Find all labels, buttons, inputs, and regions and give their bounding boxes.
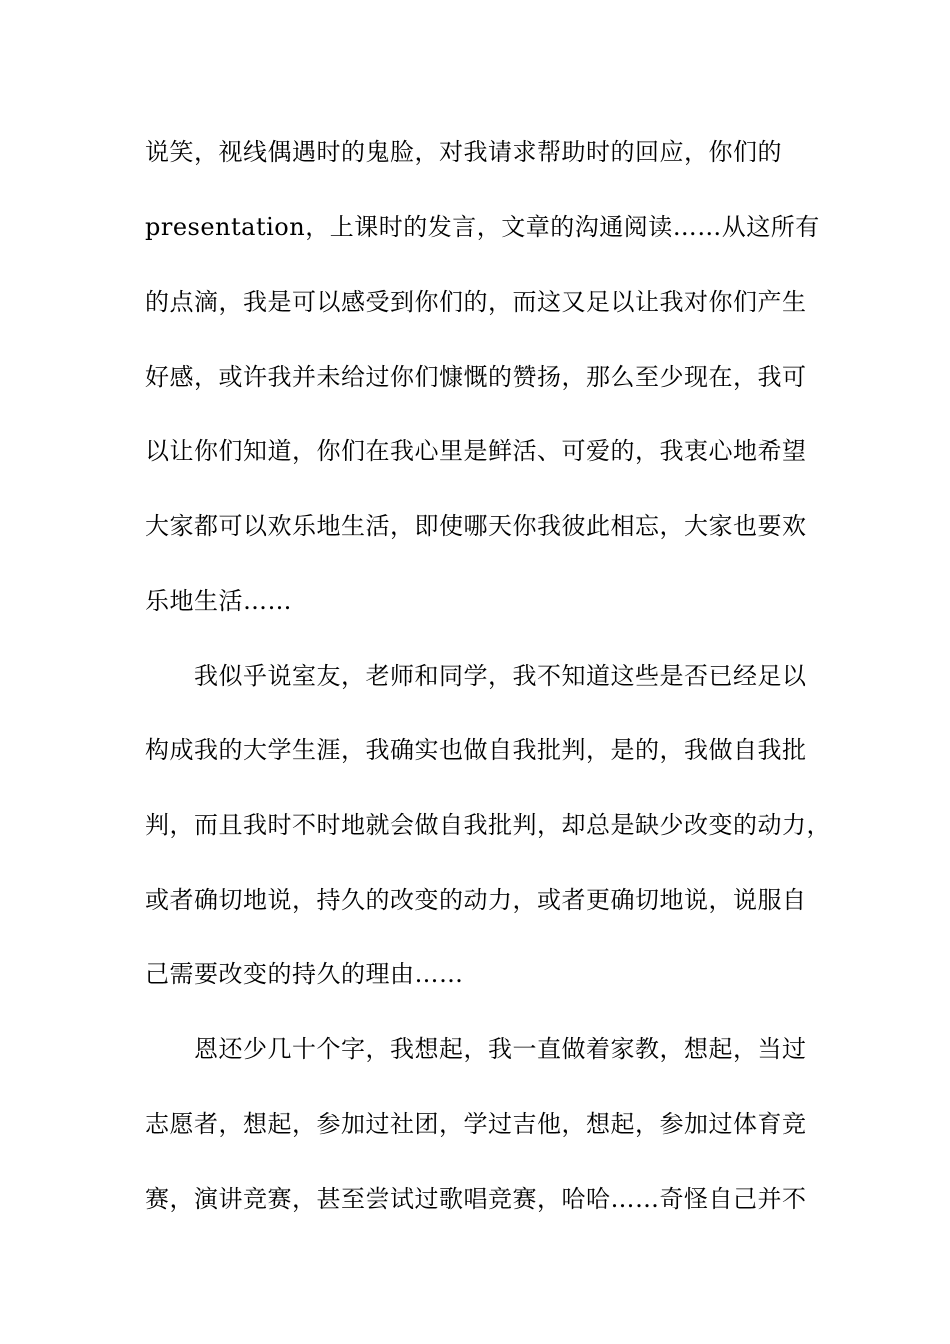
text-line: presentation，上课时的发言，文章的沟通阅读……从这所有 [145,213,820,241]
text-line: 说笑，视线偶遇时的鬼脸，对我请求帮助时的回应，你们的 [145,138,782,166]
text-line: 判，而且我时不时地就会做自我批判，却总是缺少改变的动力， [145,811,831,839]
text-line: 好感，或许我并未给过你们慷慨的赞扬，那么至少现在，我可 [145,363,807,391]
text-line: 或者确切地说，持久的改变的动力，或者更确切地说，说服自 [145,886,807,914]
text-line: 以让你们知道，你们在我心里是鲜活、可爱的，我衷心地希望 [145,437,807,465]
paragraph-first-line: 恩还少几十个字，我想起，我一直做着家教，想起，当过 [194,1035,807,1063]
text-line: 志愿者，想起，参加过社团，学过吉他，想起，参加过体育竞 [145,1110,807,1138]
text-line: 赛，演讲竞赛，甚至尝试过歌唱竞赛，哈哈……奇怪自己并不 [145,1185,807,1213]
text-line: 乐地生活…… [145,587,292,615]
text-line: 构成我的大学生涯，我确实也做自我批判，是的，我做自我批 [145,736,807,764]
text-line: 的点滴，我是可以感受到你们的，而这又足以让我对你们产生 [145,288,807,316]
paragraph-first-line: 我似乎说室友，老师和同学，我不知道这些是否已经足以 [194,662,807,690]
text-line: 己需要改变的持久的理由…… [145,960,464,988]
text-line: 大家都可以欢乐地生活，即使哪天你我彼此相忘，大家也要欢 [145,512,807,540]
